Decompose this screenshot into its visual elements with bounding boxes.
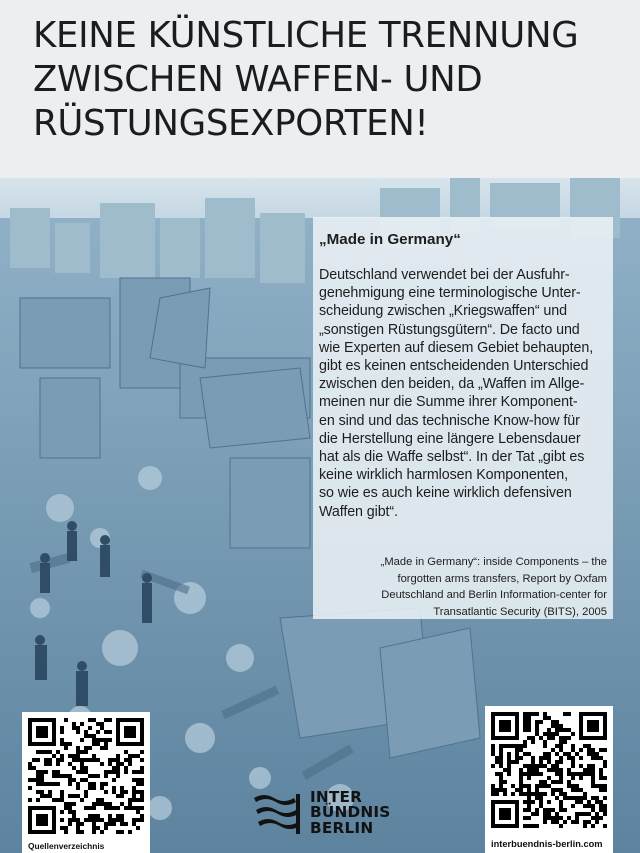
quote-line: wie Experten auf diesem Gebiet behaupten, <box>319 339 594 356</box>
quote-source <box>381 554 607 620</box>
source-line: „Made in Germany“: inside Components – the <box>380 556 607 568</box>
quote-line: Deutschland verwendet bei der Ausfuhr- <box>319 267 570 283</box>
quote-line: gibt es keinen entscheidenden Unterschied <box>319 358 589 375</box>
quote-line: zwischen den beiden, da „Waffen im Allge- <box>319 376 585 393</box>
qr-card-sources[interactable] <box>22 712 150 853</box>
quote-box <box>313 217 613 619</box>
wave-emblem-icon <box>252 790 304 838</box>
logo-line: INTER <box>310 788 363 806</box>
quote-title: „Made in Germany“ <box>319 231 461 248</box>
quote-line: so wie es auch keine wirklich defensiven <box>319 485 572 502</box>
quote-line: scheidung zwischen „Kriegswaffen“ und <box>319 303 567 320</box>
qr-code-icon[interactable] <box>28 718 144 834</box>
logo-line: BÜNDNIS <box>310 803 391 822</box>
quote-line: keine wirklich harmlosen Komponenten, <box>319 467 569 484</box>
quote-line: Waffen gibt“. <box>319 503 398 520</box>
quote-line: hat als die Waffe selbst“. In der Tat „gibt es <box>319 449 585 466</box>
quote-line: meinen nur die Summe ihrer Komponent- <box>319 394 578 411</box>
logo-line: BERLIN <box>310 818 374 837</box>
source-line: Deutschland and Berlin Information-center for <box>381 589 607 601</box>
quote-line: „sonstigen Rüstungsgütern“. De facto und <box>319 321 580 338</box>
headline <box>33 14 623 146</box>
interbuendnis-logo <box>252 790 402 840</box>
headline-line-1: KEINE KÜNSTLICHE TRENNUNG <box>33 15 579 56</box>
quote-line: die Herstellung eine längere Lebensdauer <box>319 430 581 447</box>
headline-line-2: ZWISCHEN WAFFEN- UND <box>33 59 483 100</box>
logo-text <box>310 790 391 836</box>
quote-body <box>319 266 605 521</box>
headline-line-3: RÜSTUNGSEXPORTEN! <box>33 103 429 144</box>
quote-line: en sind und das technische Know-how für <box>319 412 580 429</box>
quote-line: genehmigung eine terminologische Unter- <box>319 285 581 302</box>
qr-label-website: interbuendnis-berlin.com <box>491 839 603 849</box>
source-line: forgotten arms transfers, Report by Oxfam <box>397 572 607 585</box>
qr-label-sources: Quellenverzeichnis <box>28 841 105 851</box>
source-line: Transatlantic Security (BITS), 2005 <box>433 605 607 618</box>
qr-code-icon[interactable] <box>491 712 607 828</box>
qr-card-website[interactable] <box>485 706 613 853</box>
